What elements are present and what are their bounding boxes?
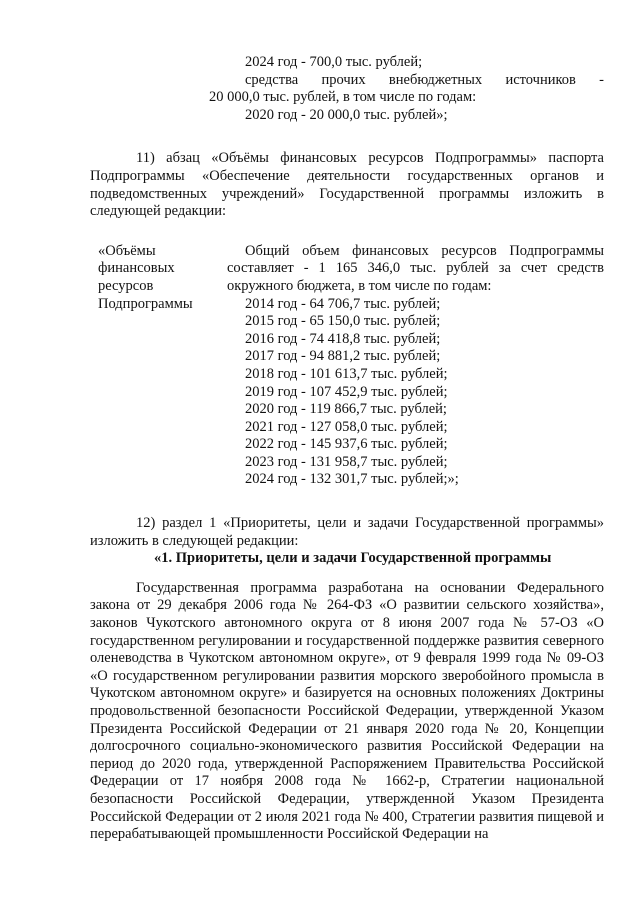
year-line: 2016 год - 74 418,8 тыс. рублей;	[245, 330, 441, 347]
label-line: Подпрограммы	[98, 295, 193, 312]
funding-table-label	[90, 243, 227, 489]
funding-table-values	[227, 243, 604, 489]
label-line: «Объёмы	[98, 242, 156, 259]
funding-line-other-total: 20 000,0 тыс. рублей, в том числе по годам:	[209, 89, 477, 106]
year-line: 2014 год - 64 706,7 тыс. рублей;	[245, 295, 441, 312]
funding-intro: Общий объем финансовых ресурсов Подпрограммы составляет - 1 165 346,0 тыс. рублей за счет средств окружного бюджета, в том числе по годам:	[227, 242, 604, 294]
label-line: финансовых	[98, 260, 175, 277]
year-line: 2017 год - 94 881,2 тыс. рублей;	[245, 348, 441, 365]
funding-sources-continuation	[90, 54, 604, 124]
section-body: Государственная программа разработана на основании Федерального закона от 29 декабря 2006 года № 264-ФЗ «О развитии сельского хозяйства», законов Чукотского автономного округа от 8 июня 2007 года № 57-ОЗ «О государственном регулировании и государственной поддержке развития северного оленеводства в Чукотском автономном округе», от 9 февраля 1999 года № 09-ОЗ «О государственном регулировании развития морского зверобойного промысла в Чукотском автономном округе» и базируется на основных положениях Доктрины продовольственной безопасности Российской Федерации, утвержденной Указом Президента Российской Федерации от 21 января 2020 года № 20, Концепции долгосрочного социально-экономического развития Российской Федерации на период до 2020 года, утвержденной Распоряжением Правительства Российской Федерации от 17 ноября 2008 года № 1662-р, Стратегии национальной безопасности Российской Федерации, утвержденной Указом Президента Российской Федерации от 2 июля 2021 года № 400, Стратегии развития пищевой и перерабатывающей промышленности Российской Федерации на	[90, 579, 604, 843]
section-heading: «1. Приоритеты, цели и задачи Государственной программы	[154, 550, 552, 567]
year-line: 2019 год - 107 452,9 тыс. рублей;	[245, 383, 448, 400]
year-line: 2022 год - 145 937,6 тыс. рублей;	[245, 436, 448, 453]
funding-line-other-sources: средства прочих внебюджетных источников -	[245, 71, 604, 88]
year-line: 2015 год - 65 150,0 тыс. рублей;	[245, 313, 441, 330]
item-11-paragraph: 11) абзац «Объёмы финансовых ресурсов Подпрограммы» паспорта Подпрограммы «Обеспечение деятельности государственных органов и подведомственных учреждений» Государственной программы изложить в следующей редакции:	[90, 150, 604, 220]
item-12-paragraph: 12) раздел 1 «Приоритеты, цели и задачи Государственной программы» изложить в следующей редакции:	[90, 515, 604, 549]
year-line: 2021 год - 127 058,0 тыс. рублей;	[245, 418, 448, 435]
label-line: ресурсов	[98, 277, 154, 294]
funding-line-2020: 2020 год - 20 000,0 тыс. рублей»;	[245, 106, 448, 123]
funding-table	[90, 243, 604, 489]
year-line: 2018 год - 101 613,7 тыс. рублей;	[245, 365, 448, 382]
year-line: 2024 год - 132 301,7 тыс. рублей;»;	[245, 471, 459, 488]
year-line: 2023 год - 131 958,7 тыс. рублей;	[245, 453, 448, 470]
year-line: 2020 год - 119 866,7 тыс. рублей;	[245, 401, 447, 418]
funding-line-2024: 2024 год - 700,0 тыс. рублей;	[245, 54, 423, 70]
document-page	[90, 54, 604, 844]
